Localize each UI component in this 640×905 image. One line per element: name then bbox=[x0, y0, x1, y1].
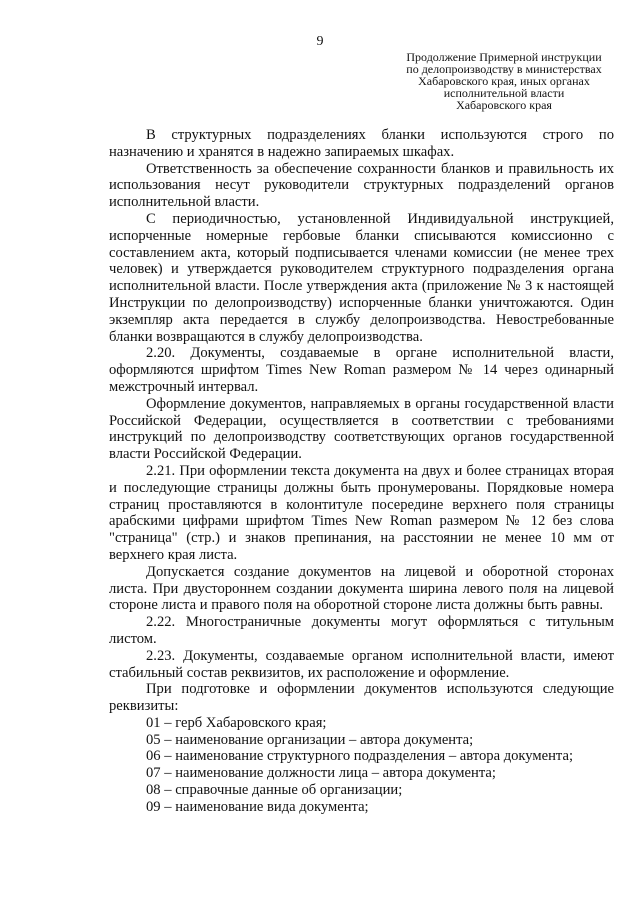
paragraph-section-2-21: 2.21. При оформлении текста документа на двух и более страницах вторая и последующие страницы должны быть пронумерованы. Порядковые номера страниц проставляются в колонтитуле посередине верхнего поля страницы арабскими цифрами шрифтом Times New Roman размером № 12 без слова "страница" (стр.) и знаков препинания, на расстоянии не менее 10 мм от верхнего края листа. bbox=[109, 462, 614, 563]
list-item: 06 – наименование структурного подразделения – автора документа; bbox=[146, 748, 574, 765]
running-header bbox=[386, 51, 622, 111]
list-item: 01 – герб Хабаровского края; bbox=[146, 714, 327, 731]
list-item: 07 – наименование должности лица – автора документа; bbox=[146, 765, 496, 782]
paragraph: При подготовке и оформлении документов используются следующие реквизиты: bbox=[109, 681, 614, 715]
list-item: 05 – наименование организации – автора документа; bbox=[146, 731, 474, 748]
header-line: Хабаровского края, иных органах bbox=[418, 74, 590, 88]
header-line: по делопроизводству в министерствах bbox=[406, 62, 602, 76]
header-line: исполнительной власти bbox=[443, 86, 565, 100]
requisites-list bbox=[109, 715, 614, 816]
paragraph: Допускается создание документов на лицевой и оборотной сторонах листа. При двустороннем создании документа ширина левого поля на лицевой стороне листа и правого поля на оборотной стороне листа должны быть равны. bbox=[109, 563, 614, 614]
header-line: Продолжение Примерной инструкции bbox=[406, 50, 602, 64]
document-body bbox=[109, 127, 614, 816]
page-number: 9 bbox=[316, 34, 324, 49]
header-line: Хабаровского края bbox=[456, 98, 552, 112]
list-item: 09 – наименование вида документа; bbox=[146, 798, 369, 815]
paragraph: С периодичностью, установленной Индивидуальной инструкцией, испорченные номерные гербовые бланки списываются комиссионно с составлением акта, который подписывается членами комиссии (не менее трех человек) и утверждается руководителем структурного подразделения органа исполнительной власти. После утверждения акта (приложение № 3 к настоящей Инструкции по делопроизводству) испорченные бланки уничтожаются. Один экземпляр акта передается в службу делопроизводства. Невостребованные бланки возвращаются в службу делопроизводства. bbox=[109, 210, 614, 345]
paragraph: Оформление документов, направляемых в органы государственной власти Российской Федерации, осуществляется в соответствии с требованиями инструкций по делопроизводству соответствующих органов государственной власти Российской Федерации. bbox=[109, 395, 614, 463]
paragraph-section-2-22: 2.22. Многостраничные документы могут оформляться с титульным листом. bbox=[109, 614, 614, 647]
paragraph: В структурных подразделениях бланки используются строго по назначению и хранятся в надежно запираемых шкафах. bbox=[109, 127, 614, 160]
list-item: 08 – справочные данные об организации; bbox=[146, 782, 403, 799]
paragraph-section-2-23: 2.23. Документы, создаваемые органом исполнительной власти, имеют стабильный состав реквизитов, их расположение и оформление. bbox=[109, 647, 614, 681]
paragraph-section-2-20: 2.20. Документы, создаваемые в органе исполнительной власти, оформляются шрифтом Times New Roman размером № 14 через одинарный межстрочный интервал. bbox=[109, 345, 614, 395]
paragraph: Ответственность за обеспечение сохранности бланков и правильность их использования несут руководители структурных подразделений органов исполнительной власти. bbox=[109, 160, 614, 211]
